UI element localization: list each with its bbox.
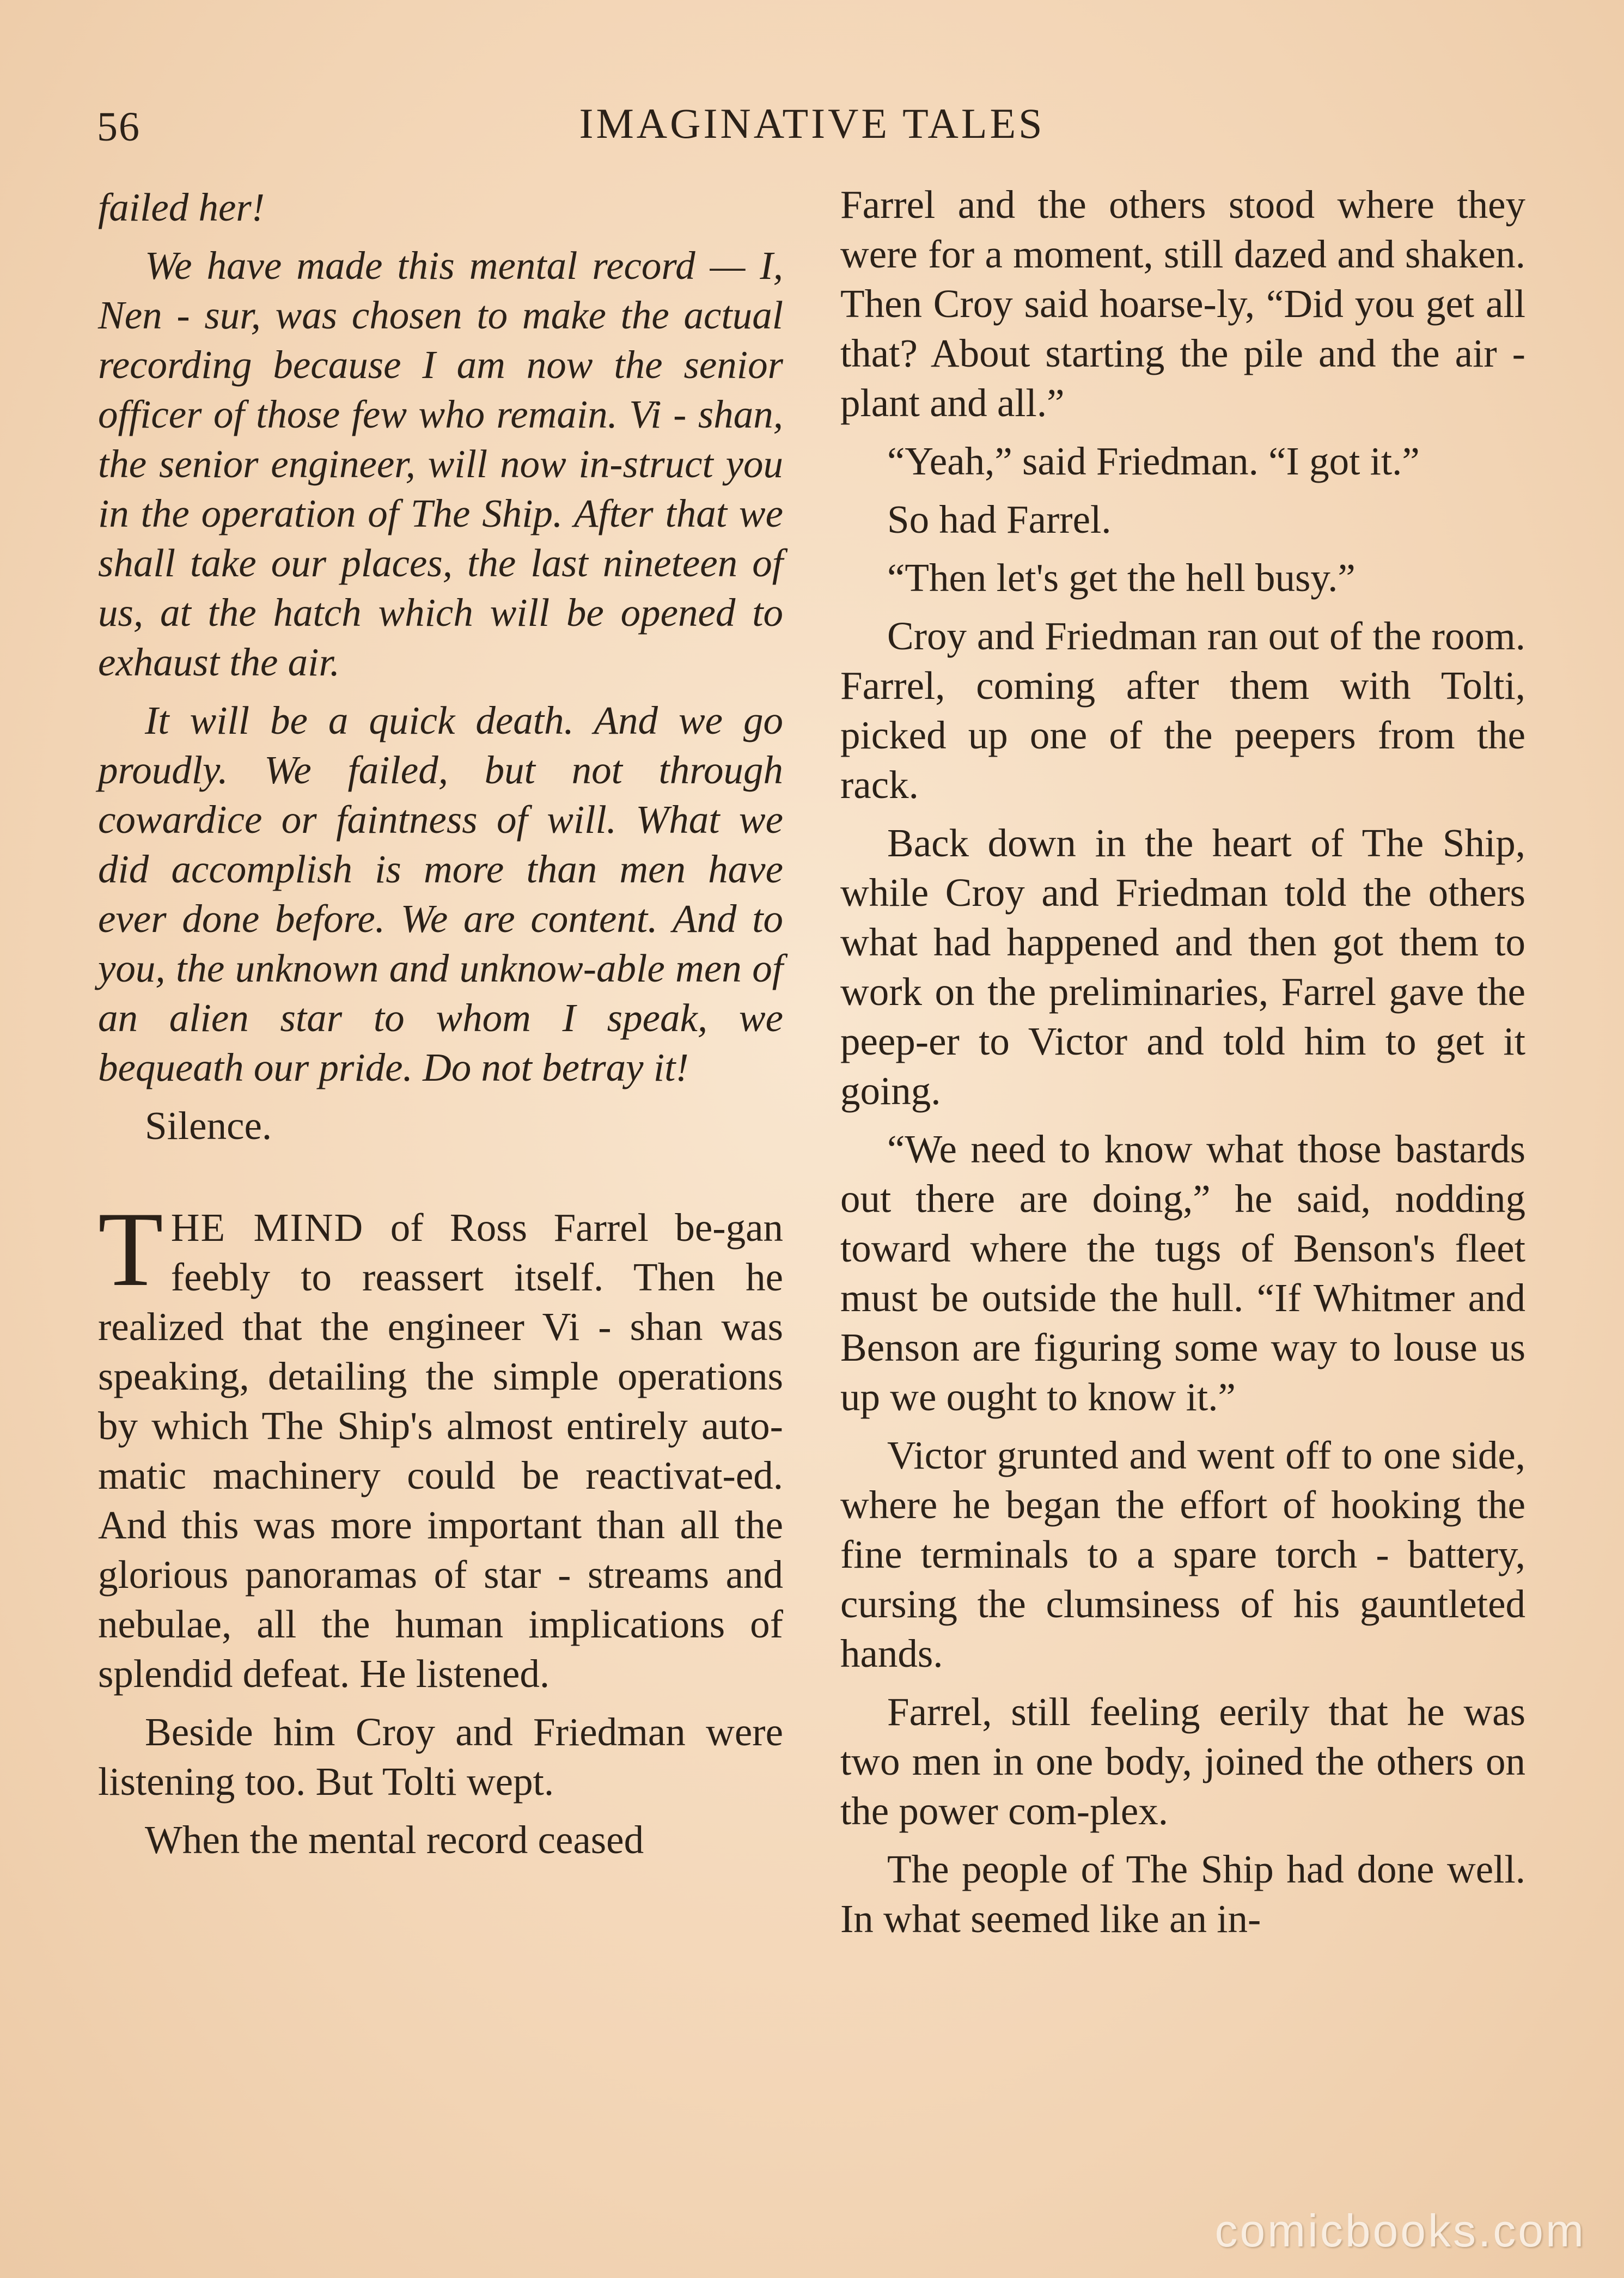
page-number: 56 <box>97 104 141 150</box>
paragraph: Farrel and the others stood where they were for a moment, still dazed and shaken. Then Croy said hoarse-ly, “Did you get all that? About starting the pile and the air - plant and all.” <box>840 182 1525 425</box>
paragraph: Farrel, still feeling eerily that he was two men in one body, joined the others on the power com-plex. <box>840 1690 1525 1833</box>
paragraph: Croy and Friedman ran out of the room. Farrel, coming after them with Tolti, picked up one of the peepers from the rack. <box>840 614 1525 807</box>
paragraph: failed her! <box>98 185 265 229</box>
paragraph: The people of The Ship had done well. In what seemed like an in- <box>840 1847 1525 1941</box>
drop-cap: T <box>98 1190 163 1308</box>
paragraph: “Yeah,” said Friedman. “I got it.” <box>887 439 1420 483</box>
section-opening-paragraph <box>98 1190 783 1698</box>
paragraph: When the mental record ceased <box>145 1818 644 1862</box>
paragraph-text: Then he realized that the engineer Vi - shan was speaking, detailing the simple operations by which The Ship's almost entirely auto-matic machinery could be reactivat-ed. And this was more important than all the glorious panoramas of star - streams and nebulae, all the human implications of splendid defeat. He listened. <box>98 1255 783 1696</box>
paragraph: So had Farrel. <box>887 497 1112 541</box>
watermark: comicbooks.com <box>1214 2205 1586 2256</box>
left-column <box>98 182 783 1873</box>
running-head: IMAGINATIVE TALES <box>579 100 1045 147</box>
paragraph: Silence. <box>145 1104 272 1148</box>
small-caps-lead: HE MIND <box>170 1205 364 1250</box>
paragraph: Victor grunted and went off to one side, where he began the effort of hooking the fine terminals to a spare torch - battery, cursing the clumsiness of his gauntleted hands. <box>840 1433 1525 1676</box>
paragraph-text: of Ross Farrel be-gan feebly to reassert itself. <box>170 1205 783 1299</box>
right-column <box>840 180 1525 1952</box>
paragraph: “Then let's get the hell busy.” <box>887 556 1356 600</box>
paragraph: We have made this mental record — I, Nen - sur, was chosen to make the actual recording because I am now the senior officer of those few who remain. Vi - shan, the senior engineer, will now in-struct you in the operation of The Ship. After that we shall take our places, the last nineteen of us, at the hatch which will be opened to exhaust the air. <box>98 243 783 684</box>
paragraph: Back down in the heart of The Ship, while Croy and Friedman told the others what had happened and then got them to work on the preliminaries, Farrel gave the peep-er to Victor and told him to get it going. <box>840 821 1525 1113</box>
paragraph: It will be a quick death. And we go proudly. We failed, but not through cowardice or faintness of will. What we did accomplish is more than men have ever done before. We are content. And to you, the unknown and unknow-able men of an alien star to whom I speak, we bequeath our pride. Do not betray it! <box>98 698 783 1089</box>
paragraph: “We need to know what those bastards out there are doing,” he said, nodding toward where the tugs of Benson's fleet must be outside the hull. “If Whitmer and Benson are figuring some way to louse us up we ought to know it.” <box>840 1127 1525 1419</box>
paragraph: Beside him Croy and Friedman were listening too. But Tolti wept. <box>98 1710 783 1804</box>
